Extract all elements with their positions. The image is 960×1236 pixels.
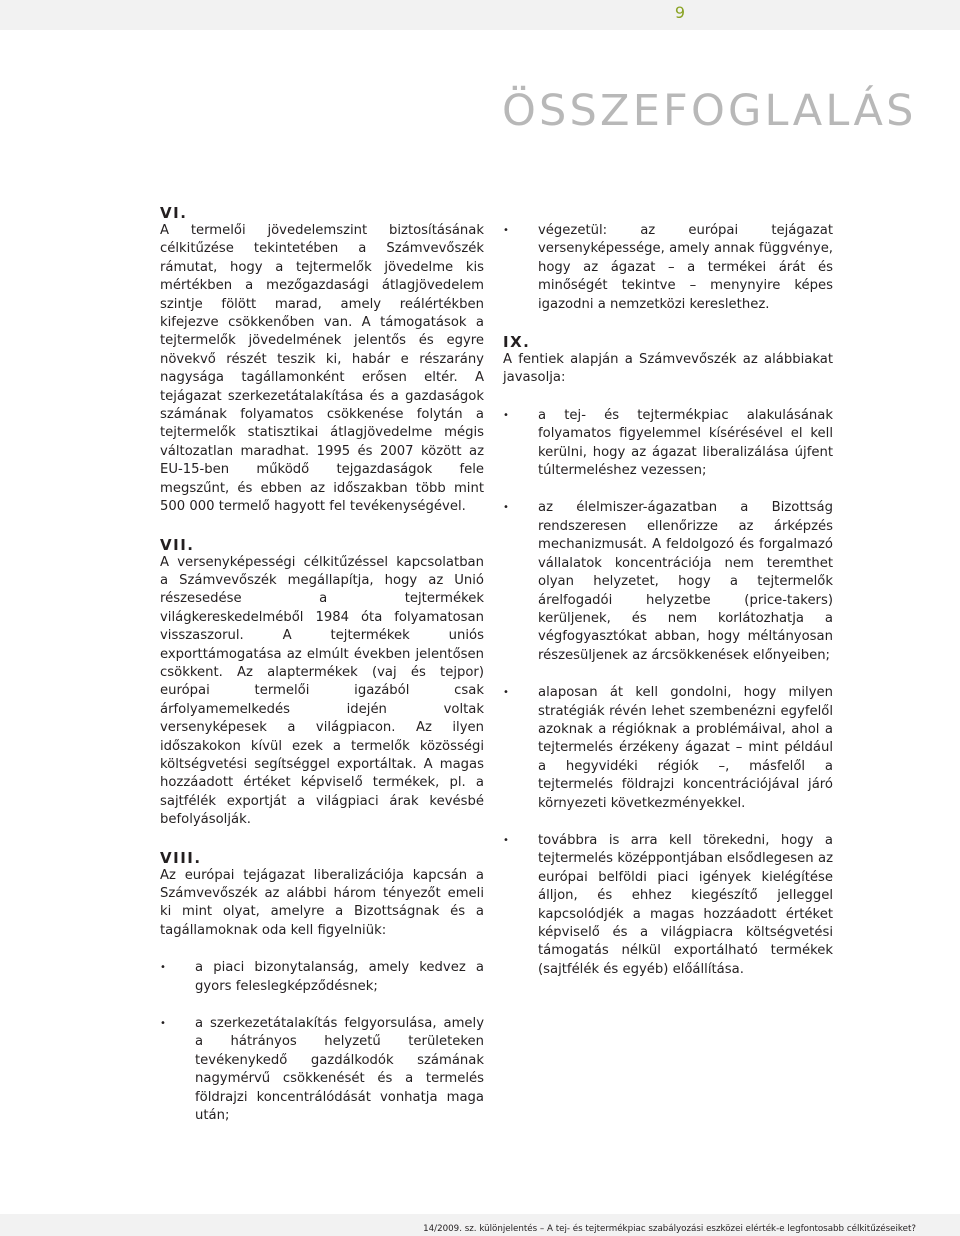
- bullet-icon: •: [503, 502, 509, 514]
- section-viii-bullets: [160, 959, 484, 1125]
- bullet-icon: •: [160, 1018, 166, 1030]
- top-bar: [0, 0, 960, 30]
- section-viii-bullets-cont: [503, 222, 833, 314]
- bullet-text: az élelmiszer-ágazatban a Bizottság rendszeresen ellenőrizze az árképzés mechanizmusát. A feldolgozó és forgalmazó vállalatok koncentrációja nem teremthet olyan helyzetet, hogy a tejtermelők árelfogadói helyzetbe (price-takers) kerüljenek, és nem korlátozhatja a végfogyasztókat abban, hogy méltányosan részesüljenek az árcsökkenések előnyeiben;: [538, 500, 833, 663]
- bullet-text: a tej- és tejtermékpiac alakulásának folyamatos figyelemmel kísérésével el kell kerülni, hogy az ágazat liberalizálása újfent túltermeléshez vezessen;: [538, 407, 833, 479]
- section-vii-heading: VII.: [160, 535, 195, 554]
- footer-bar: [0, 1214, 960, 1236]
- list-item: [503, 832, 833, 979]
- bullet-text: a piaci bizonytalanság, amely kedvez a gyors feleslegképződésnek;: [195, 960, 484, 994]
- bullet-icon: •: [503, 687, 509, 699]
- page-title: ÖSSZEFOGLALÁS: [502, 86, 917, 136]
- bullet-icon: •: [160, 962, 166, 974]
- section-ix-bullets: [503, 407, 833, 979]
- list-item: [503, 222, 833, 314]
- list-item: [503, 684, 833, 813]
- left-column: [160, 204, 484, 1144]
- section-vii-text: A versenyképességi célkitűzéssel kapcsolatban a Számvevőszék megállapítja, hogy az Unió részesedése a tejtermékek világkereskedelméből 1984 óta folyamatosan visszaszorul. A tejtermékek uniós exporttámogatása az elmúlt években jelentősen csökkent. Az alaptermékek (vaj és tejpor) európai termelői igazából csak árfolyamemelkedés idején voltak versenyképesek a világpiacon. Az ilyen időszakokon kívül ezek a termelők közösségi költségvetési segítséggel exportáltak. A magas hozzáadott értéket képviselő termékek, pl. a sajtfélék exportját a világpiaci árak kevésbé befolyásolják.: [160, 554, 484, 828]
- footer-text: 14/2009. sz. különjelentés – A tej- és tejtermékpiac szabályozási eszközei elérték-e legfontosabb célkitűzéseiket?: [423, 1224, 916, 1234]
- section-ix-heading: IX.: [503, 333, 531, 352]
- list-item: [503, 499, 833, 665]
- list-item: [160, 1015, 484, 1125]
- bullet-text: végezetül: az európai tejágazat versenyképessége, amely annak függvénye, hogy az ágazat – a termékei árát és minőségét tekintve – menynyire képes igazodni a nemzetközi kereslethez.: [538, 223, 833, 312]
- section-vi-heading: VI.: [160, 204, 188, 222]
- bullet-icon: •: [503, 225, 509, 236]
- bullet-icon: •: [503, 409, 509, 421]
- bullet-icon: •: [503, 834, 509, 846]
- right-column: [503, 222, 833, 998]
- bullet-text: a szerkezetátalakítás felgyorsulása, amely a hátrányos helyzetű területeken tevékenykedő gazdálkodók számának nagymérvű csökkenését és a termelés földrajzi koncentrálódását vonhatja maga után;: [195, 1016, 484, 1124]
- section-viii-heading: VIII.: [160, 848, 202, 867]
- bullet-text: alaposan át kell gondolni, hogy milyen stratégiák révén lehet szembenézni egyfelől azoknak a régióknak a problémáival, ahol a tejtermelés érzékeny ágazat – mint például a hegyvidéki régiók –, másfelől a tejtermelés földrajzi koncentrációjával járó környezeti következményekkel.: [538, 685, 833, 811]
- section-ix-text: A fentiek alapján a Számvevőszék az alábbiakat javasolja:: [503, 352, 833, 386]
- list-item: [503, 407, 833, 481]
- list-item: [160, 959, 484, 996]
- section-vi-text: A termelői jövedelemszint biztosításának célkitűzése tekintetében a Számvevőszék rámutat, hogy a tejtermelők jövedelme kis mértékben a mezőgazdasági átlagjövedelem szintje fölött marad, amely reálértékben kifejezve csökkenőben van. A támogatások a tejtermelők jövedelmének jelentős és egyre növekvő részét teszik ki, habár e részarány nagysága tagállamonként erősen eltér. A tejágazat szerkezetátalakítása és a gazdaságok számának folyamatos csökkenése folytán a tejtermelők statisztikai átlagjövedelme mégis változatlan maradhat. 1995 és 2007 között az EU-15-ben működő tejgazdaságok fele megszűnt, és ebben az időszakban több mint 500 000 termelő hagyott fel tevékenységével.: [160, 223, 484, 515]
- section-viii-text: Az európai tejágazat liberalizációja kapcsán a Számvevőszék az alábbi három tényezőt emeli ki mint olyat, amelyre a Bizottságnak és a tagállamoknak oda kell figyelniük:: [160, 867, 484, 938]
- bullet-text: továbbra is arra kell törekedni, hogy a tejtermelés középpontjában elsődlegesen az európai belföldi piaci igények kielégítése álljon, és ehhez kiegészítő jelleggel kapcsolódjék a magas hozzáadott értéket képviselő és a világpiacra költségvetési támogatás nélkül exportálható termékek (sajtfélék és egyéb) előállítása.: [538, 832, 833, 977]
- page-number: 9: [674, 3, 686, 22]
